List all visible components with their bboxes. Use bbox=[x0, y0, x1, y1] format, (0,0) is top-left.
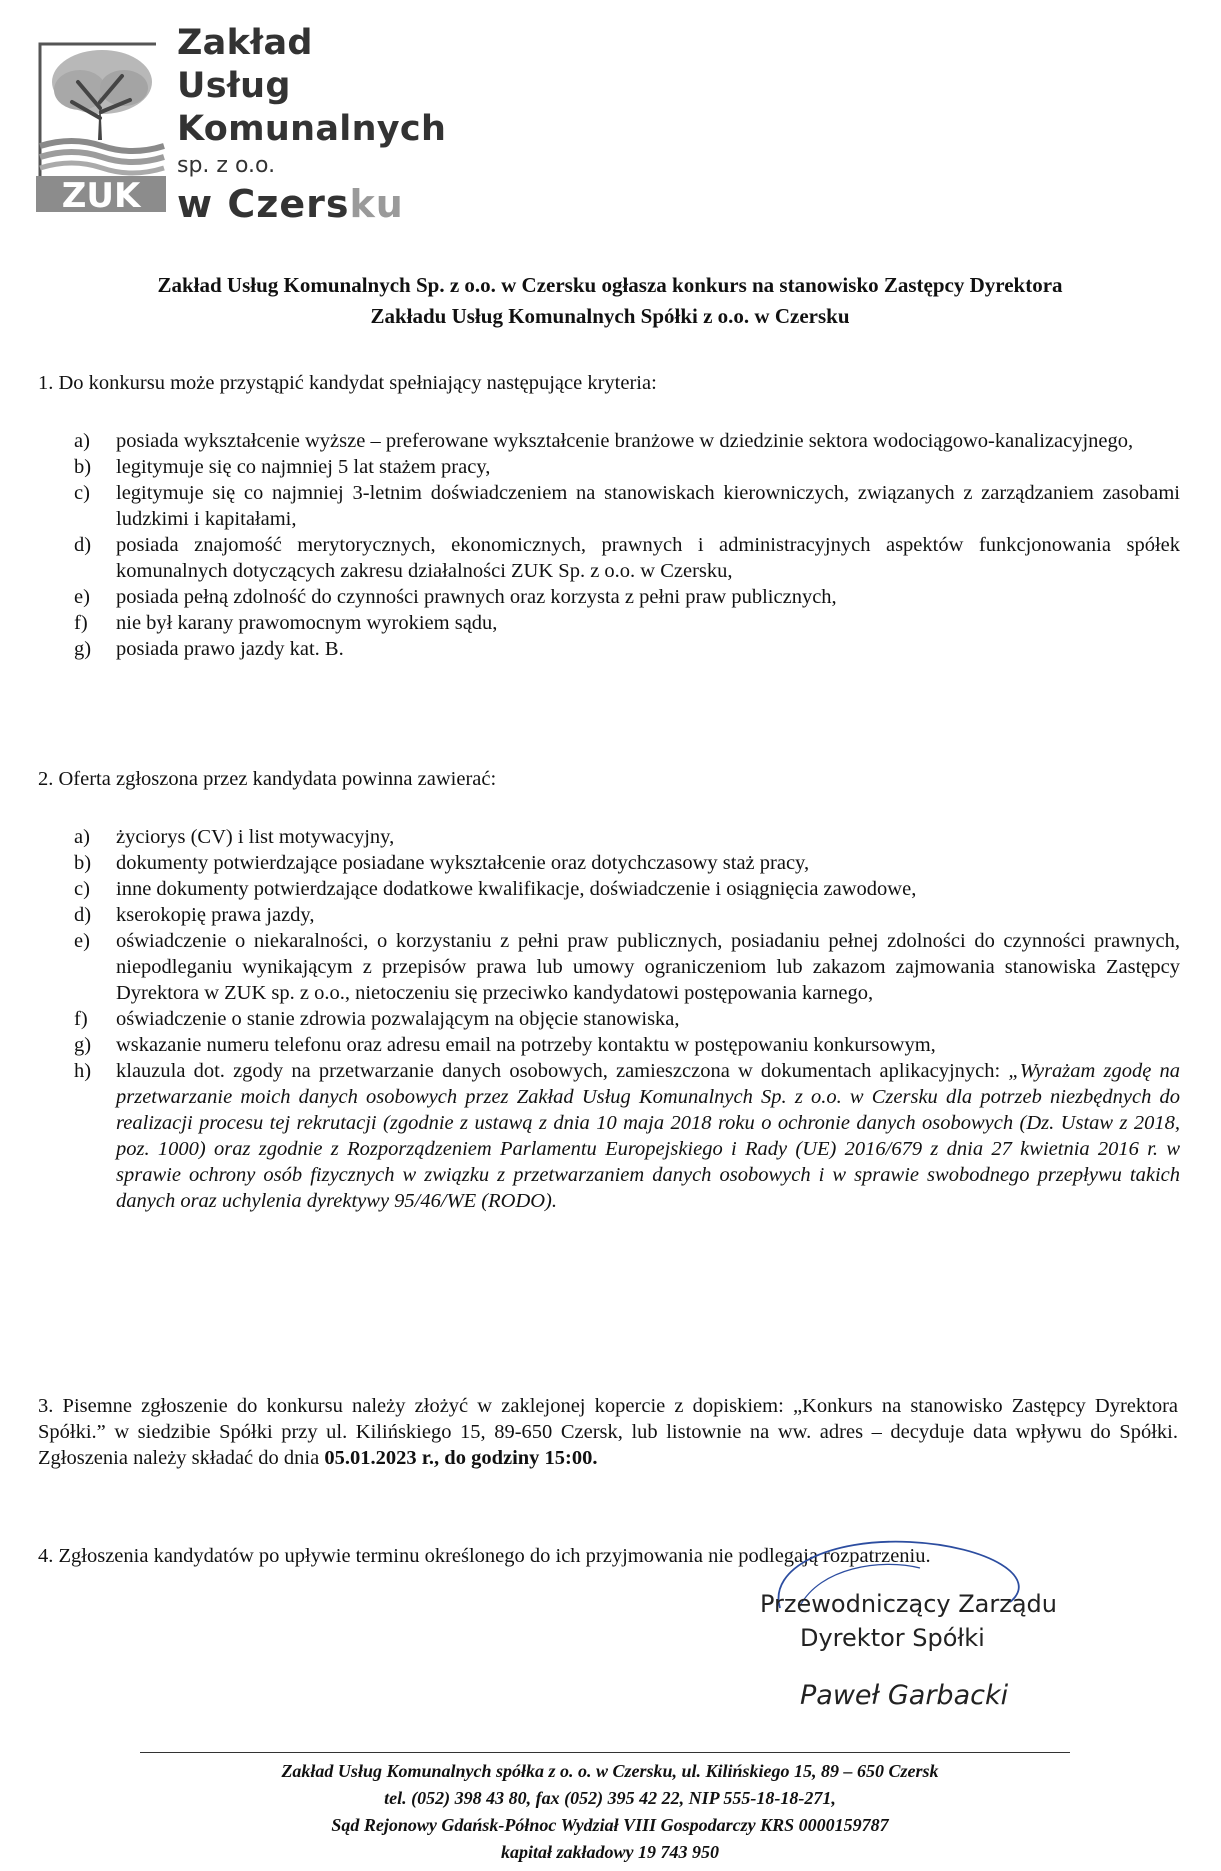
list-item: e) posiada pełną zdolność do czynności prawnych oraz korzysta z pełni praw publicznych, bbox=[74, 586, 837, 608]
list-item: c) inne dokumenty potwierdzające dodatkowe kwalifikacje, doświadczenie i osiągnięcia zawodowe, bbox=[74, 878, 917, 900]
list-item: c) legitymuje się co najmniej 3-letnim doświadczeniem na stanowiskach kierowniczych, związanych z zarządzaniem zasobami ludzkimi i kapitałami, bbox=[74, 482, 1180, 530]
logo-legal-form: sp. z o.o. bbox=[177, 153, 276, 178]
section-4-late-submissions: 4. Zgłoszenia kandydatów po upływie terminu określonego do ich przyjmowania nie podlegają rozpatrzeniu. bbox=[38, 1545, 931, 1567]
list-item: a) życiorys (CV) i list motywacyjny, bbox=[74, 826, 395, 848]
list-item: e) oświadczenie o niekaralności, o korzystaniu z pełni praw publicznych, posiadaniu pełnej zdolności do czynności prawnych, niepodleganiu wynikającym z przepisów prawa lub umowy ograniczeniom lub zakazom zajmowania stanowiska Zastępcy Dyrektora w ZUK sp. z o.o., nietoczeniu się przeciwko kandydatowi postępowania karnego, bbox=[74, 930, 1180, 1004]
logo-city: w Czersku bbox=[177, 182, 404, 226]
tree-emblem-icon bbox=[36, 36, 166, 212]
list-item: f) oświadczenie o stanie zdrowia pozwalającym na objęcie stanowiska, bbox=[74, 1008, 680, 1030]
list-item: a) posiada wykształcenie wyższe – preferowane wykształcenie branżowe w dziedzinie sektora wodociągowo-kanalizacyjnego, bbox=[74, 430, 1134, 452]
list-item: d) kserokopię prawa jazdy, bbox=[74, 904, 315, 926]
signatory-title: Przewodniczący Zarządu bbox=[760, 1590, 1057, 1618]
footer-line: Zakład Usług Komunalnych spółka z o. o. w Czersku, ul. Kilińskiego 15, 89 – 650 Czersk bbox=[281, 1761, 939, 1781]
list-item: f) nie był karany prawomocnym wyrokiem sądu, bbox=[74, 612, 498, 634]
signatory-name: Paweł Garbacki bbox=[800, 1680, 1009, 1711]
consent-clause-quote: „Wyrażam zgodę na przetwarzanie moich danych osobowych przez Zakład Usług Komunalnych Sp. z o.o. w Czersku dla potrzeb niezbędnych do realizacji procesu tej rekrutacji (zgodnie z ustawą z dnia 10 maja 2018 roku o ochronie danych osobowych (Dz. Ustaw z 2018, poz. 1000) oraz zgodnie z Rozporządzeniem Parlamentu Europejskiego i Rady (UE) 2016/679 z dnia 27 kwietnia 2016 r. w sprawie ochrony osób fizycznych w związku z przetwarzaniem danych osobowych i w sprawie swobodnego przepływu takich danych oraz uchylenia dyrektywy 95/46/WE (RODO). bbox=[116, 1060, 1180, 1212]
list-item: h) klauzula dot. zgody na przetwarzanie danych osobowych, zamieszczona w dokumentach aplikacyjnych: „Wyrażam zgodę na przetwarzanie moich danych osobowych przez Zakład Usług Komunalnych Sp. z o.o. w Czersku dla potrzeb niezbędnych do realizacji procesu tej rekrutacji (zgodnie z ustawą z dnia 10 maja 2018 roku o ochronie danych osobowych (Dz. Ustaw z 2018, poz. 1000) oraz zgodnie z Rozporządzeniem Parlamentu Europejskiego i Rady (UE) 2016/679 z dnia 27 kwietnia 2016 r. w sprawie ochrony osób fizycznych w związku z przetwarzaniem danych osobowych i w sprawie swobodnego przepływu takich danych oraz uchylenia dyrektywy 95/46/WE (RODO). bbox=[74, 1060, 1180, 1212]
company-logo bbox=[36, 22, 456, 226]
list-item: d) posiada znajomość merytorycznych, ekonomicznych, prawnych i administracyjnych aspektów funkcjonowania spółek komunalnych dotyczących zakresu działalności ZUK Sp. z o.o. w Czersku, bbox=[74, 534, 1180, 582]
list-item: b) dokumenty potwierdzające posiadane wykształcenie oraz dotychczasowy staż pracy, bbox=[74, 852, 810, 874]
list-item: g) posiada prawo jazdy kat. B. bbox=[74, 638, 344, 660]
company-footer bbox=[100, 1758, 1120, 1866]
logo-name-line: Zakład bbox=[177, 23, 313, 63]
footer-divider bbox=[140, 1752, 1070, 1753]
section-2-title: 2. Oferta zgłoszona przez kandydata powinna zawierać: bbox=[38, 768, 497, 790]
section-1-title: 1. Do konkursu może przystąpić kandydat spełniający następujące kryteria: bbox=[38, 372, 657, 394]
list-item: g) wskazanie numeru telefonu oraz adresu email na potrzeby kontaktu w postępowaniu konkursowym, bbox=[74, 1034, 936, 1056]
section-3-submission: 3. Pisemne zgłoszenie do konkursu należy złożyć w zaklejonej kopercie z dopiskiem: „Konkurs na stanowisko Zastępcy Dyrektora Spółki.” w siedzibie Spółki przy ul. Kilińskiego 15, 89-650 Czersk, lub listownie na ww. adres – decyduje data wpływu do Spółki. Zgłoszenia należy składać do dnia 05.01.2023 r., do godziny 15:00. bbox=[38, 1395, 1178, 1469]
company-name bbox=[177, 22, 446, 229]
logo-name-line: Usług bbox=[177, 66, 291, 106]
heading-line: Zakładu Usług Komunalnych Spółki z o.o. w Czersku bbox=[370, 304, 850, 328]
footer-line: tel. (052) 398 43 80, fax (052) 395 42 22, NIP 555-18-18-271, bbox=[384, 1788, 836, 1808]
section-1-criteria-list bbox=[74, 428, 1180, 662]
footer-line: kapitał zakładowy 19 743 950 bbox=[500, 1842, 719, 1862]
deadline-text: 05.01.2023 r., do godziny 15:00. bbox=[324, 1447, 598, 1469]
svg-text:ZUK: ZUK bbox=[61, 176, 141, 212]
footer-line: Sąd Rejonowy Gdańsk-Północ Wydział VIII Gospodarczy KRS 0000159787 bbox=[331, 1815, 889, 1835]
list-item: b) legitymuje się co najmniej 5 lat stażem pracy, bbox=[74, 456, 491, 478]
signature-block bbox=[760, 1590, 1190, 1740]
heading-line: Zakład Usług Komunalnych Sp. z o.o. w Czersku ogłasza konkurs na stanowisko Zastępcy Dyrektora bbox=[157, 273, 1063, 297]
announcement-heading bbox=[40, 270, 1180, 332]
signatory-position: Dyrektor Spółki bbox=[800, 1624, 985, 1652]
section-2-offer-list bbox=[74, 824, 1180, 1214]
logo-name-line: Komunalnych bbox=[177, 109, 447, 149]
